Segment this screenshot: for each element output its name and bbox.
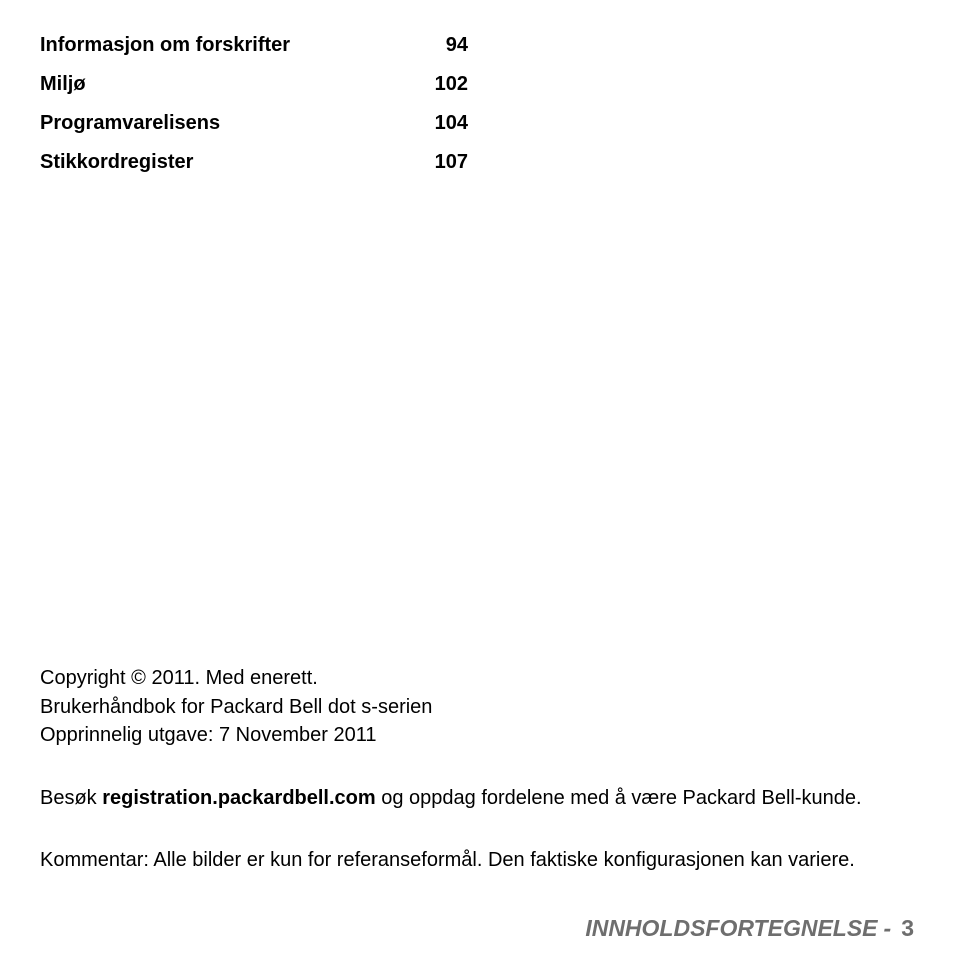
copyright-line: Copyright © 2011. Med enerett.	[40, 667, 318, 689]
toc-entry-page: 102	[434, 73, 468, 95]
toc-entry-title: Informasjon om forskrifter	[40, 34, 291, 56]
comment-paragraph: Kommentar: Alle bilder er kun for referanseformål. Den faktiske konfigurasjonen kan variere.	[40, 849, 855, 871]
edition-line: Opprinnelig utgave: 7 November 2011	[40, 724, 377, 746]
toc-entry-title: Programvarelisens	[40, 112, 221, 134]
registration-paragraph	[40, 784, 914, 812]
manual-title-line: Brukerhåndbok for Packard Bell dot s-serien	[40, 695, 433, 718]
toc-entry-page: 94	[445, 34, 468, 56]
page-footer	[585, 915, 914, 942]
registration-link[interactable]: registration.packardbell.com	[102, 787, 376, 809]
footer-separator: -	[883, 915, 892, 941]
toc-entry[interactable]	[40, 150, 470, 189]
toc-entry[interactable]	[40, 111, 470, 150]
toc-entry-title: Miljø	[40, 73, 86, 95]
footer-section-title: INNHOLDSFORTEGNELSE	[585, 915, 878, 941]
toc-entry-title: Stikkordregister	[40, 151, 194, 173]
copyright-block	[40, 664, 914, 750]
toc-entry-page: 104	[434, 112, 468, 134]
table-of-contents	[40, 33, 470, 189]
registration-prefix: Besøk	[40, 787, 97, 809]
toc-entry-page: 107	[434, 151, 468, 173]
toc-entry[interactable]	[40, 33, 470, 72]
registration-suffix: og oppdag fordelene med å være Packard Bell-kunde.	[381, 787, 862, 809]
footer-page-number: 3	[901, 915, 914, 941]
toc-entry[interactable]	[40, 72, 470, 111]
